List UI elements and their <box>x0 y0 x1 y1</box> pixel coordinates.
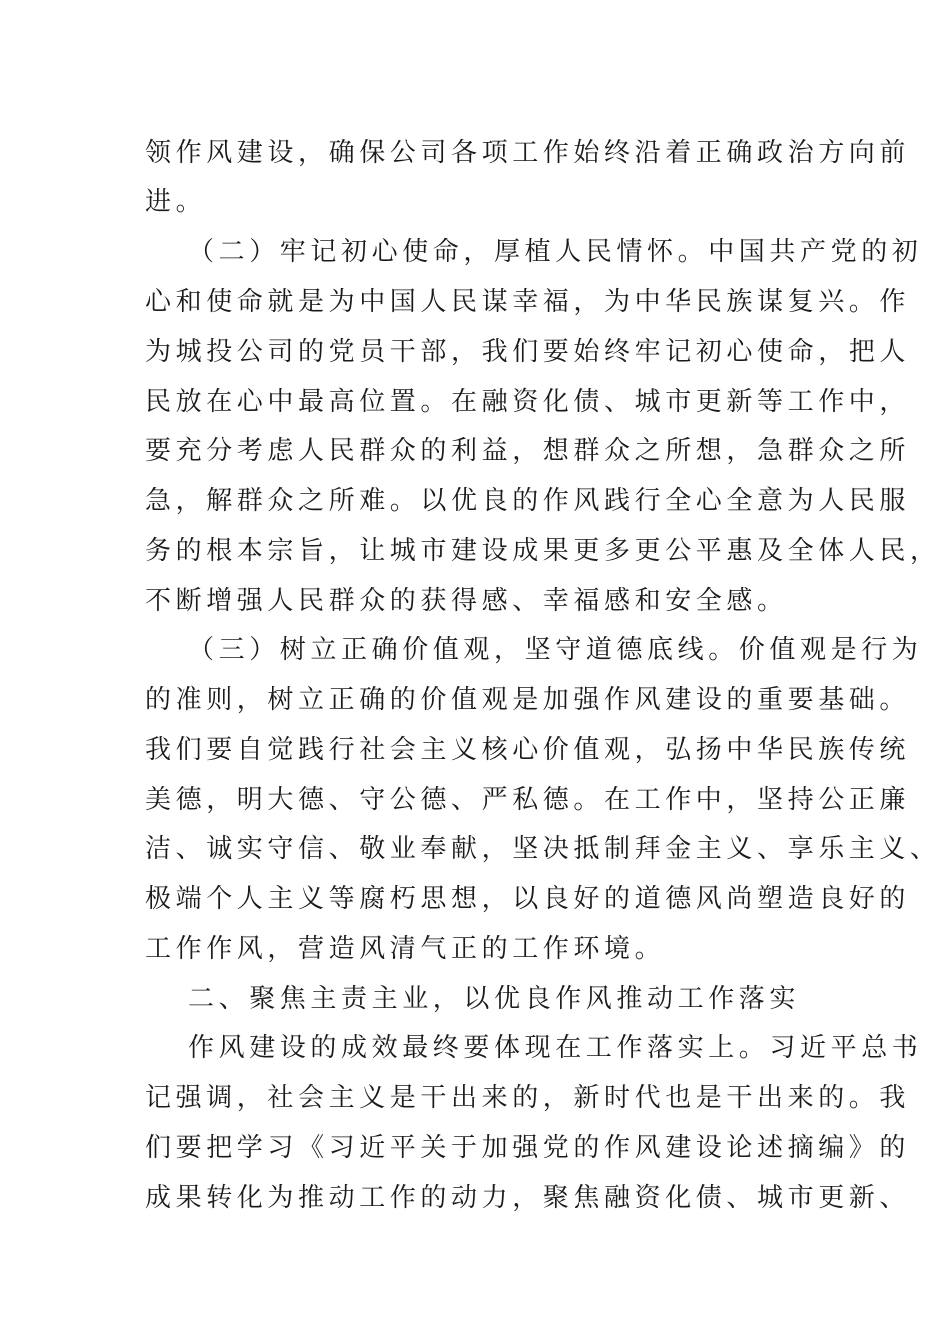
text-line: 进。 <box>145 187 207 217</box>
section-heading-2: （二）牢记初心使命，厚植人民情怀。中国共产党的初 <box>188 237 923 267</box>
text-line: 民放在心中最高位置。在融资化债、城市更新等工作中， <box>145 387 911 417</box>
text-line: 洁、诚实守信、敬业奉献，坚决抵制拜金主义、享乐主义、 <box>145 834 941 864</box>
text-line: 们要把学习《习近平关于加强党的作风建设论述摘编》的 <box>145 1133 911 1163</box>
text-line: 的准则，树立正确的价值观是加强作风建设的重要基础。 <box>145 685 911 715</box>
text-line: 为城投公司的党员干部，我们要始终牢记初心使命，把人 <box>145 337 911 367</box>
text-line: 工作作风，营造风清气正的工作环境。 <box>145 934 666 964</box>
text-line: 记强调，社会主义是干出来的，新时代也是干出来的。我 <box>145 1083 911 1113</box>
text-line: 极端个人主义等腐朽思想，以良好的道德风尚塑造良好的 <box>145 884 911 914</box>
section-heading-3: （三）树立正确价值观，坚守道德底线。价值观是行为 <box>188 635 923 665</box>
text-line: 成果转化为推动工作的动力，聚焦融资化债、城市更新、 <box>145 1183 911 1213</box>
text-line: 急，解群众之所难。以优良的作风践行全心全意为人民服 <box>145 486 911 516</box>
text-line: 领作风建设，确保公司各项工作始终沿着正确政治方向前 <box>145 138 911 168</box>
text-line: 务的根本宗旨，让城市建设成果更多更公平惠及全体人民， <box>145 536 941 566</box>
text-line: 美德，明大德、守公德、严私德。在工作中，坚持公正廉 <box>145 785 911 815</box>
text-line: 心和使命就是为中国人民谋幸福，为中华民族谋复兴。作 <box>145 287 911 317</box>
text-line: 不断增强人民群众的获得感、幸福感和安全感。 <box>145 586 788 616</box>
chapter-heading-2: 二、聚焦主责主业，以优良作风推动工作落实 <box>188 984 801 1014</box>
text-line: 要充分考虑人民群众的利益，想群众之所想，急群众之所 <box>145 436 911 466</box>
text-line: 作风建设的成效最终要体现在工作落实上。习近平总书 <box>188 1033 923 1063</box>
text-line: 我们要自觉践行社会主义核心价值观，弘扬中华民族传统 <box>145 735 911 765</box>
